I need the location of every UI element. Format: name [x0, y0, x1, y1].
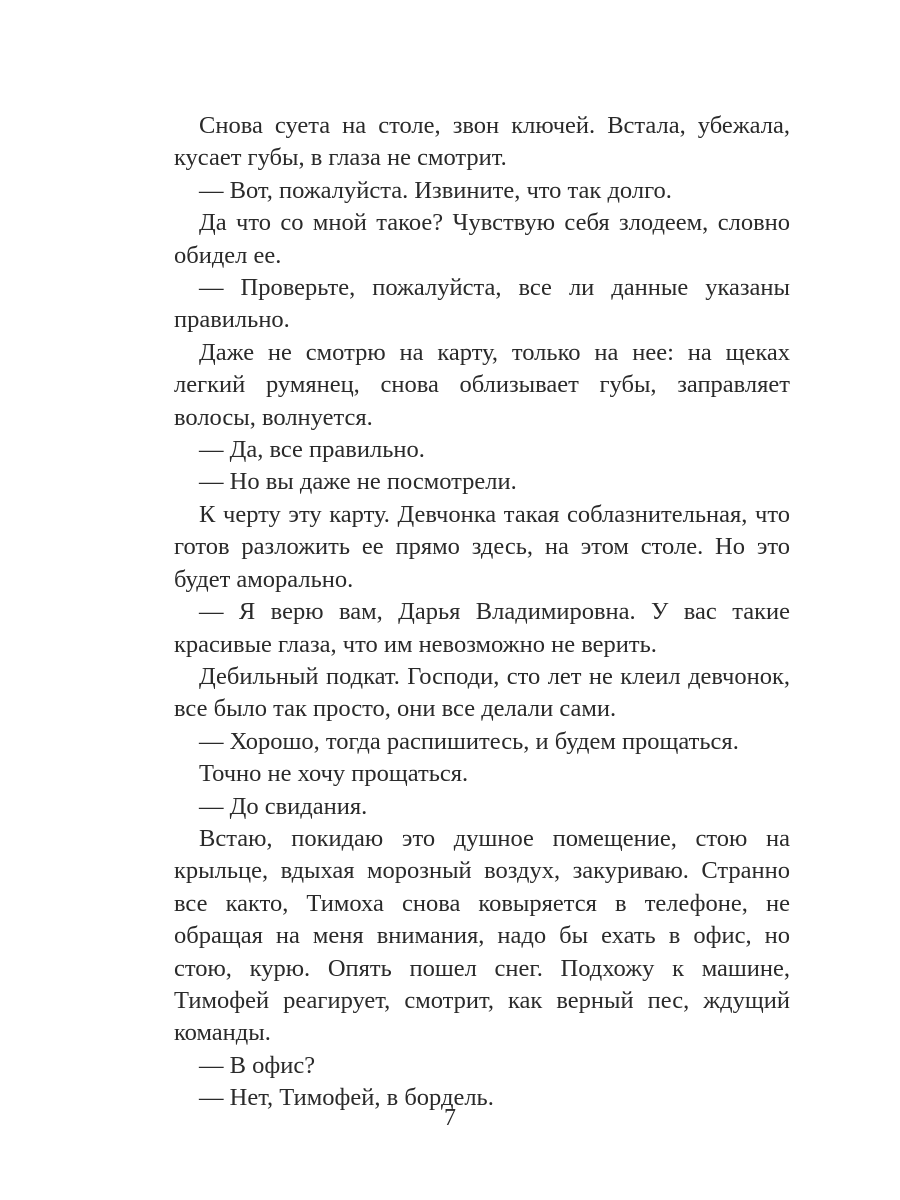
paragraph: — В офис?	[199, 1051, 316, 1079]
paragraph: — Хорошо, тогда распишитесь, и будем прощаться.	[199, 727, 739, 755]
paragraph: Снова суета на столе, звон ключей. Встала, убежала, кусает губы, в глаза не смотрит.	[174, 112, 790, 172]
paragraph: — Я верю вам, Дарья Владимировна. У вас такие красивые глаза, что им невозможно не верить.	[174, 598, 790, 658]
paragraph: Дебильный подкат. Господи, сто лет не клеил девчонок, все было так просто, они все делали сами.	[174, 662, 790, 723]
paragraph: — Да, все правильно.	[199, 436, 425, 464]
paragraph: Встаю, покидаю это душное помещение, стою на крыльце, вдыхая морозный воздух, закуриваю. Странно все както, Тимоха снова ковыряется в телефоне, не обращая на меня внимания, надо бы ехать в офис, но стою, курю. Опять пошел снег. Подхожу к машине, Тимофей реагирует, смотрит, как верный пес, ждущий команды.	[174, 824, 790, 1047]
paragraph: — Проверьте, пожалуйста, все ли данные указаны правильно.	[174, 274, 790, 334]
paragraph: — Нет, Тимофей, в бордель.	[199, 1084, 494, 1112]
page-text	[174, 110, 790, 1115]
paragraph: Даже не смотрю на карту, только на нее: на щеках легкий румянец, снова облизывает губы, заправляет волосы, волнуется.	[174, 338, 790, 431]
paragraph: К черту эту карту. Девчонка такая соблазнительная, что готов разложить ее прямо здесь, на этом столе. Но это будет аморально.	[174, 500, 790, 593]
paragraph: — Вот, пожалуйста. Извините, что так долго.	[199, 176, 672, 204]
paragraph: — До свидания.	[199, 792, 368, 820]
page-number: 7	[444, 1105, 456, 1131]
paragraph: Точно не хочу прощаться.	[199, 760, 469, 788]
paragraph: — Но вы даже не посмотрели.	[199, 468, 517, 496]
paragraph: Да что со мной такое? Чувствую себя злодеем, словно обидел ее.	[174, 209, 790, 269]
